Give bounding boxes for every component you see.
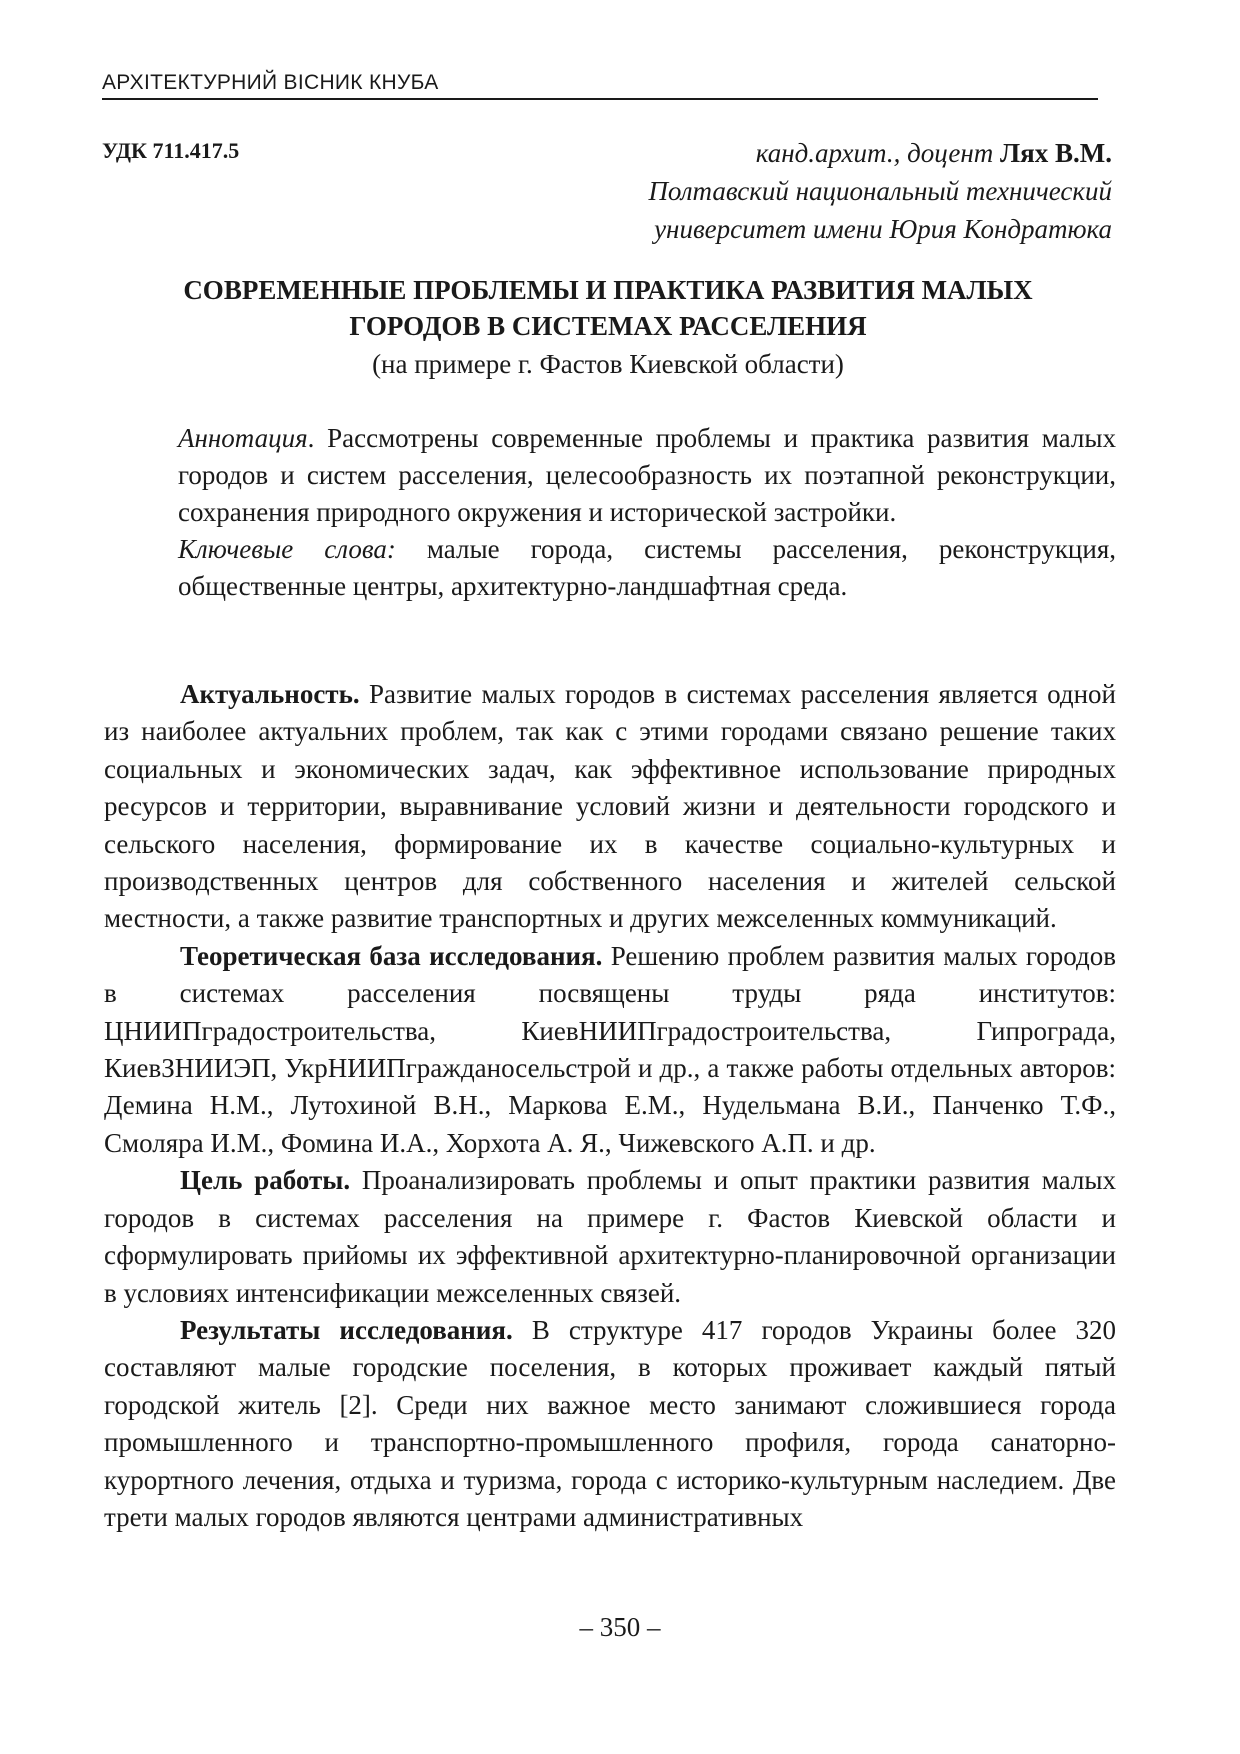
page-number: – 350 – xyxy=(579,1612,661,1642)
paper-title xyxy=(102,272,1114,344)
title-line-1: СОВРЕМЕННЫЕ ПРОБЛЕМЫ И ПРАКТИКА РАЗВИТИЯ МАЛЫХ xyxy=(183,275,1033,305)
keywords-paragraph xyxy=(178,531,1116,605)
title-line-2: ГОРОДОВ В СИСТЕМАХ РАССЕЛЕНИЯ xyxy=(349,311,867,341)
body-text xyxy=(104,676,1116,1536)
author-affiliation-2: университет имени Юрия Кондратюка xyxy=(654,214,1112,244)
section-text: В структуре 417 городов Украины более 320 составляют малые городские поселения, в которых проживает каждый пятый городской житель [2]. Среди них важное место занимают сложившиеся города промышленного и транспортно-промышленного профиля, города санаторно-курортного лечения, отдыха и туризма, города с историко-культурным наследием. Две трети малых городов являются центрами административных xyxy=(104,1314,1116,1532)
author-name: Лях В.М. xyxy=(1000,138,1112,168)
section-heading: Результаты исследования. xyxy=(180,1314,513,1345)
section-goal xyxy=(104,1162,1116,1312)
section-heading: Теоретическая база исследования. xyxy=(180,940,603,971)
author-affiliation-1: Полтавский национальный технический xyxy=(648,176,1112,206)
section-results xyxy=(104,1312,1116,1536)
section-text: Проанализировать проблемы и опыт практики развития малых городов в системах расселения на примере г. Фастов Киевской области и сформулировать прийомы их эффективной архитектурно-планировочной организации в условиях интенсификации межселенных связей. xyxy=(104,1165,1116,1308)
author-block xyxy=(648,134,1112,248)
paper-subtitle: (на примере г. Фастов Киевской области) xyxy=(372,349,844,379)
section-text: Развитие малых городов в системах расселения является одной из наиболее актуальних проблем, так как с этими городами связано решение таких социальных и экономических задач, как эффективное использование природных ресурсов и территории, выравнивание условий жизни и деятельности городского и сельского населения, формирование их в качестве социально-культурных и производственных центров для собственного населения и жителей сельской местности, а также развитие транспортных и других межселенных коммуникаций. xyxy=(104,679,1116,934)
journal-header: АРХІТЕКТУРНИЙ ВІСНИК КНУБА xyxy=(102,70,1098,100)
author-line xyxy=(648,134,1112,172)
author-degree: канд.архит., доцент xyxy=(755,138,994,168)
abstract-label: Аннотация xyxy=(178,423,308,453)
section-text: Решению проблем развития малых городов в системах расселения посвящены труды ряда институтов: ЦНИИПградостроительства, КиевНИИПградостроительства, Гипрограда, КиевЗНИИЭП, УкрНИИПгражданосельстрой и др., а также работы отдельных авторов: Демина Н.М., Лутохиной В.Н., Маркова Е.М., Нудельмана В.И., Панченко Т.Ф., Смоляра И.М., Фомина И.А., Хорхота А. Я., Чижевского А.П. и др. xyxy=(104,940,1116,1158)
keywords-label: Ключевые слова: xyxy=(178,534,396,564)
udc-code: УДК 711.417.5 xyxy=(102,138,240,163)
abstract-text: . Рассмотрены современные проблемы и практика развития малых городов и систем расселения, целесообразность их поэтапной реконструкции, сохранения природного окружения и исторической застройки. xyxy=(178,423,1116,527)
section-theory xyxy=(104,938,1116,1162)
section-relevance xyxy=(104,676,1116,938)
section-heading: Актуальность. xyxy=(180,679,360,709)
abstract-block xyxy=(178,420,1116,605)
keywords-text: малые города, системы расселения, реконструкция, общественные центры, архитектурно-ландшафтная среда. xyxy=(178,534,1117,601)
abstract-paragraph xyxy=(178,420,1116,531)
section-heading: Цель работы. xyxy=(180,1165,351,1196)
